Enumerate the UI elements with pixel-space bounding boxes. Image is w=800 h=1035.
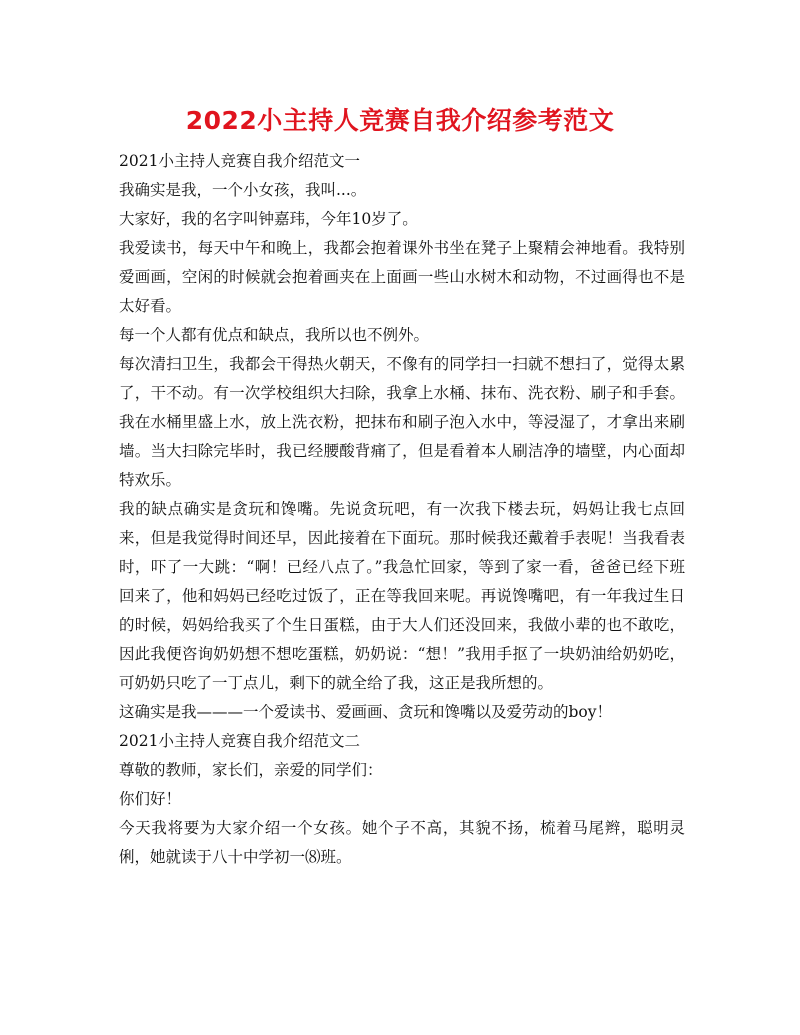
paragraph: 这确实是我———一个爱读书、爱画画、贪玩和馋嘴以及爱劳动的boy！ <box>119 703 613 721</box>
section-heading-1: 2021小主持人竞赛自我介绍范文一 <box>119 152 360 170</box>
paragraph: 我的缺点确实是贪玩和馋嘴。先说贪玩吧，有一次我下楼去玩，妈妈让我七点回来，但是我觉得时间还早，因此接着在下面玩。那时候我还戴着手表呢！当我看表时，吓了一大跳：“啊！已经八点了。”我急忙回家，等到了家一看，爸爸已经下班回来了，他和妈妈已经吃过饭了，正在等我回来呢。再说馋嘴吧，有一年我过生日的时候，妈妈给我买了个生日蛋糕，由于大人们还没回来，我做小辈的也不敢吃，因此我便咨询奶奶想不想吃蛋糕，奶奶说：“想！”我用手抠了一块奶油给奶奶吃，可奶奶只吃了一丁点儿，剩下的就全给了我，这正是我所想的。 <box>119 500 685 692</box>
paragraph: 每一个人都有优点和缺点，我所以也不例外。 <box>119 326 430 344</box>
paragraph: 今天我将要为大家介绍一个女孩。她个子不高，其貌不扬，梳着马尾辫，聪明灵俐，她就读于八十中学初一⑻班。 <box>119 819 685 866</box>
document-body <box>119 147 685 872</box>
paragraph: 我爱读书，每天中午和晚上，我都会抱着课外书坐在凳子上聚精会神地看。我特别爱画画，空闲的时候就会抱着画夹在上面画一些山水树木和动物，不过画得也不是太好看。 <box>119 239 685 315</box>
paragraph: 我确实是我，一个小女孩，我叫...。 <box>119 181 367 199</box>
section-heading-2: 2021小主持人竞赛自我介绍范文二 <box>119 732 360 750</box>
paragraph: 你们好！ <box>119 790 182 808</box>
document-title: 2022小主持人竞赛自我介绍参考范文 <box>185 106 615 135</box>
paragraph: 每次清扫卫生，我都会干得热火朝天，不像有的同学扫一扫就不想扫了，觉得太累了，干不动。有一次学校组织大扫除，我拿上水桶、抹布、洗衣粉、刷子和手套。我在水桶里盛上水，放上洗衣粉，把抹布和刷子泡入水中，等浸湿了，才拿出来刷墙。当大扫除完毕时，我已经腰酸背痛了，但是看着本人刷洁净的墙壁，内心面却特欢乐。 <box>119 355 685 489</box>
paragraph: 大家好，我的名字叫钟嘉玮，今年10岁了。 <box>119 210 418 228</box>
paragraph: 尊敬的教师，家长们，亲爱的同学们： <box>119 761 383 779</box>
